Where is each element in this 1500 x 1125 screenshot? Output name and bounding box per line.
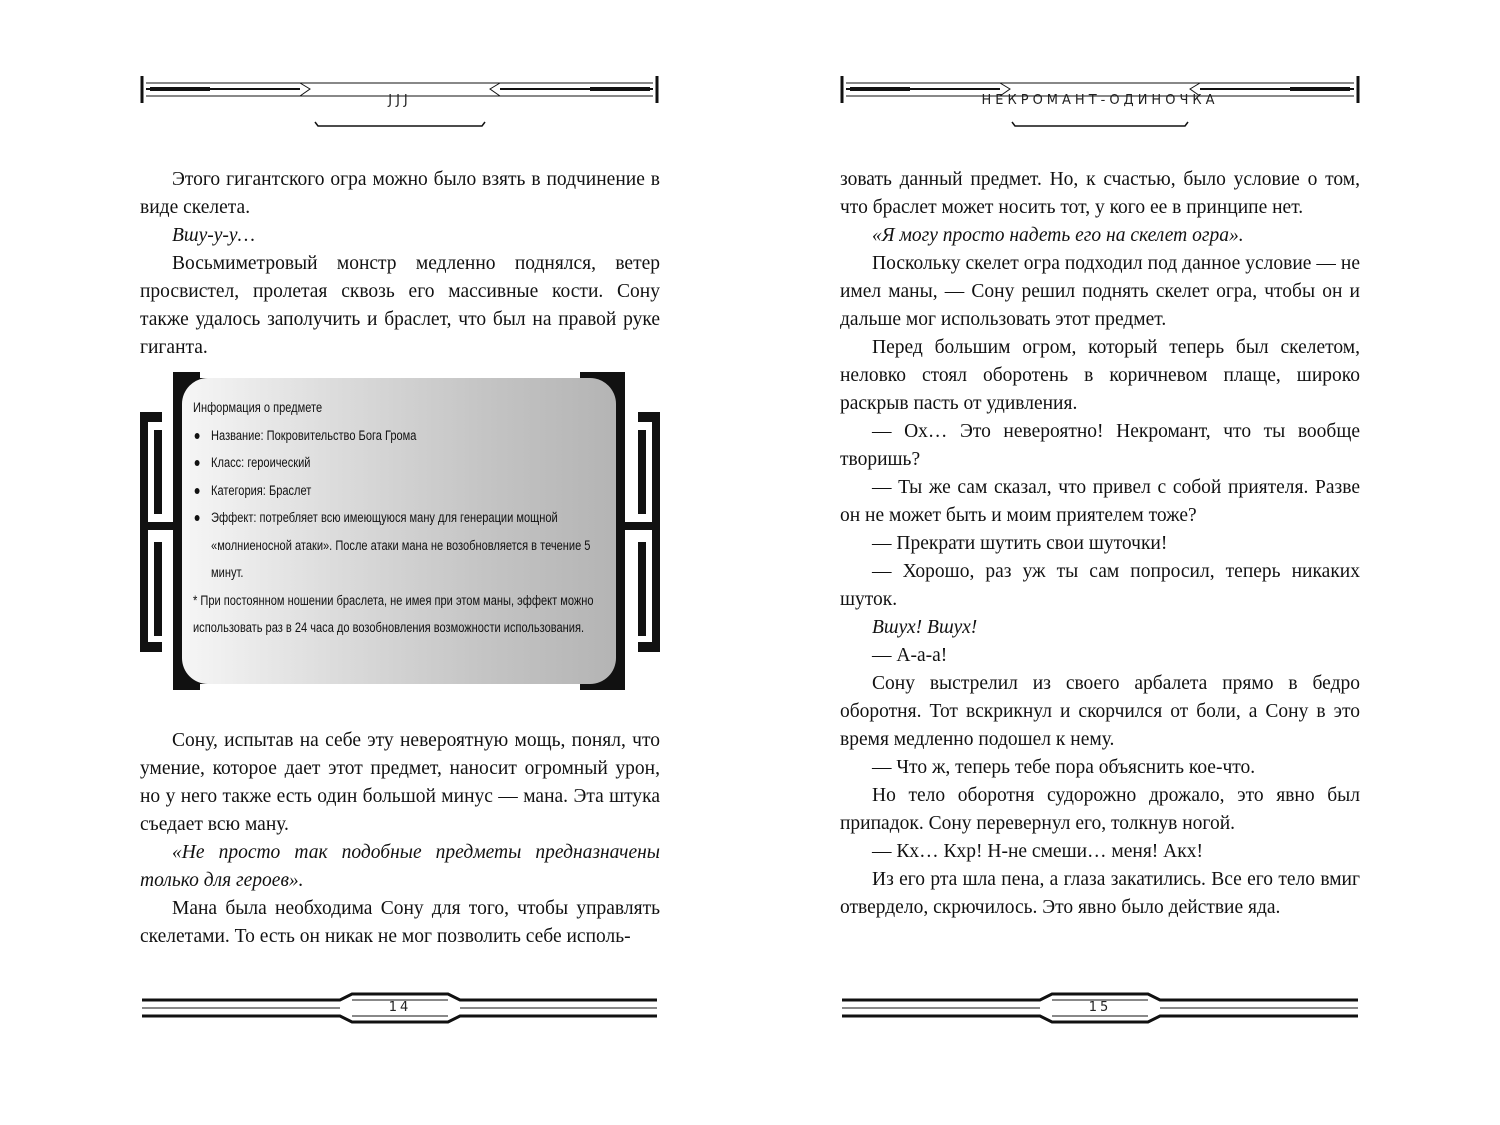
paragraph: Этого гигантского огра можно было взять в подчинение в виде скелета. bbox=[140, 169, 660, 218]
item-info-box bbox=[140, 372, 660, 690]
paragraph: Вшу-у-у… bbox=[172, 225, 255, 246]
page-number: 15 bbox=[1088, 1000, 1112, 1015]
paragraph: — Ох… Это невероятно! Некромант, что ты вообще творишь? bbox=[840, 421, 1360, 470]
page-number: 14 bbox=[388, 1000, 412, 1015]
paragraph: зовать данный предмет. Но, к счастью, было условие о том, что браслет может носить тот, у кого ее в принципе нет. bbox=[840, 169, 1360, 218]
paragraph: — Кх… Кхр! Н-не смеши… меня! Акх! bbox=[872, 841, 1203, 862]
running-head: НЕКРОМАНТ-ОДИНОЧКА bbox=[981, 93, 1219, 108]
item-info-title: Информация о предмете bbox=[193, 400, 323, 415]
paragraph: — Что ж, теперь тебе пора объяснить кое-что. bbox=[872, 757, 1256, 778]
left-text-bottom bbox=[140, 727, 660, 951]
paragraph: Из его рта шла пена, а глаза закатились. Все его тело вмиг отвердело, скрючилось. Это явно было действие яда. bbox=[840, 869, 1360, 918]
left-text-top bbox=[140, 166, 660, 362]
paragraph: Поскольку скелет огра подходил под данное условие — не имел маны, — Сону решил поднять скелет огра, чтобы он и дальше мог использовать этот предмет. bbox=[840, 253, 1360, 330]
paragraph: «Не просто так подобные предметы предназначены только для героев». bbox=[140, 842, 660, 891]
paragraph: Но тело оборотня судорожно дрожало, это явно был припадок. Сону перевернул его, толкнув ногой. bbox=[840, 785, 1360, 834]
item-note: * При постоянном ношении браслета, не имея при этом маны, эффект можно использовать раз в 24 часа до возобновления возможности использования. bbox=[193, 592, 594, 635]
item-effect: Эффект: потребляет всю имеющуюся ману для генерации мощной «молниеносной атаки». После атаки мана не возобновляется в течение 5 минут. bbox=[193, 504, 621, 587]
item-info-text bbox=[193, 394, 594, 642]
paragraph: Вшух! Вшух! bbox=[872, 617, 978, 638]
running-head: JJJ bbox=[388, 93, 412, 108]
paragraph: — Хорошо, раз уж ты сам попросил, теперь никаких шуток. bbox=[840, 561, 1360, 610]
right-text bbox=[840, 166, 1360, 922]
paragraph: Мана была необходима Сону для того, чтобы управлять скелетами. То есть он никак не мог позволить себе исполь- bbox=[140, 898, 660, 947]
paragraph: — А-а-а! bbox=[872, 645, 948, 666]
paragraph: Сону, испытав на себе эту невероятную мощь, понял, что умение, которое дает этот предмет, наносит огромный урон, но у него также есть один большой минус — мана. Эта штука съедает всю ману. bbox=[140, 730, 660, 835]
paragraph: Сону выстрелил из своего арбалета прямо в бедро оборотня. Тот вскрикнул и скорчился от боли, а Сону в это время медленно подошел к нему. bbox=[840, 673, 1360, 750]
item-class: Класс: героический bbox=[193, 449, 529, 477]
right-page bbox=[750, 0, 1500, 1125]
paragraph: «Я могу просто надеть его на скелет огра». bbox=[872, 225, 1244, 246]
item-category: Категория: Браслет bbox=[193, 477, 529, 505]
paragraph: — Ты же сам сказал, что привел с собой приятеля. Разве он не может быть и моим приятелем тоже? bbox=[840, 477, 1360, 526]
item-name: Название: Покровительство Бога Грома bbox=[193, 422, 529, 450]
paragraph: Перед большим огром, который теперь был скелетом, неловко стоял оборотень в коричневом плаще, широко раскрыв пасть от удивления. bbox=[840, 337, 1360, 414]
paragraph: — Прекрати шутить свои шуточки! bbox=[872, 533, 1168, 554]
paragraph: Восьмиметровый монстр медленно поднялся, ветер просвистел, пролетая сквозь его массивные кости. Сону также удалось заполучить и браслет, что был на правой руке гиганта. bbox=[140, 253, 660, 358]
